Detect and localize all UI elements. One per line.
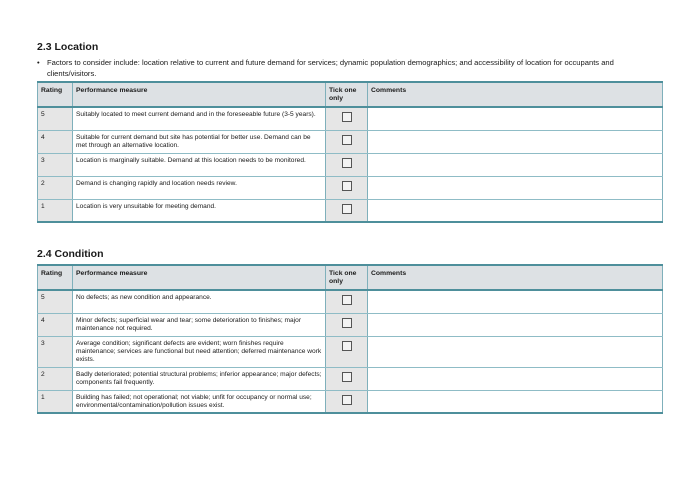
- rating-value: 1: [38, 390, 73, 413]
- section-title-condition: 2.4 Condition: [37, 248, 104, 260]
- comments-field[interactable]: [368, 313, 663, 336]
- table-row: [38, 367, 663, 390]
- performance-measure: Suitably located to meet current demand and in the foreseeable future (3-5 years).: [73, 107, 326, 130]
- rating-value: 4: [38, 313, 73, 336]
- rating-value: 5: [38, 290, 73, 313]
- section-title-location: 2.3 Location: [37, 41, 99, 53]
- comments-field[interactable]: [368, 199, 663, 222]
- tick-checkbox[interactable]: [342, 135, 352, 145]
- performance-measure: Average condition; significant defects are evident; worn finishes require maintenance; services are functional but need attention; deferred maintenance work exists.: [73, 336, 326, 367]
- comments-field[interactable]: [368, 176, 663, 199]
- table-row: [38, 176, 663, 199]
- tick-checkbox[interactable]: [342, 158, 352, 168]
- comments-field[interactable]: [368, 336, 663, 367]
- tick-checkbox[interactable]: [342, 318, 352, 328]
- performance-measure: No defects; as new condition and appearance.: [73, 290, 326, 313]
- bullet-icon: •: [37, 58, 40, 67]
- col-header-rating: Rating: [38, 265, 73, 290]
- table-row: [38, 290, 663, 313]
- performance-measure: Suitable for current demand but site has potential for better use. Demand can be met through an alternative location.: [73, 130, 326, 153]
- tick-checkbox[interactable]: [342, 204, 352, 214]
- tick-checkbox[interactable]: [342, 295, 352, 305]
- col-header-comments: Comments: [368, 82, 663, 107]
- comments-field[interactable]: [368, 367, 663, 390]
- performance-measure: Location is marginally suitable. Demand at this location needs to be monitored.: [73, 153, 326, 176]
- performance-measure: Badly deteriorated; potential structural problems; inferior appearance; major defects; components fail frequently.: [73, 367, 326, 390]
- col-header-comments: Comments: [368, 265, 663, 290]
- comments-field[interactable]: [368, 130, 663, 153]
- col-header-measure: Performance measure: [73, 265, 326, 290]
- rating-value: 5: [38, 107, 73, 130]
- col-header-measure: Performance measure: [73, 82, 326, 107]
- table-row: [38, 130, 663, 153]
- condition-rating-table: [37, 264, 663, 414]
- performance-measure: Minor defects; superficial wear and tear; some deterioration to finishes; major maintenance not required.: [73, 313, 326, 336]
- table-row: [38, 390, 663, 413]
- rating-value: 3: [38, 153, 73, 176]
- table-row: [38, 199, 663, 222]
- comments-field[interactable]: [368, 390, 663, 413]
- comments-field[interactable]: [368, 107, 663, 130]
- table-row: [38, 153, 663, 176]
- col-header-tick: Tick one only: [326, 265, 368, 290]
- col-header-tick: Tick one only: [326, 82, 368, 107]
- rating-value: 2: [38, 176, 73, 199]
- tick-checkbox[interactable]: [342, 112, 352, 122]
- table-row: [38, 336, 663, 367]
- tick-checkbox[interactable]: [342, 181, 352, 191]
- tick-checkbox[interactable]: [342, 372, 352, 382]
- tick-checkbox[interactable]: [342, 341, 352, 351]
- performance-measure: Building has failed; not operational; not viable; unfit for occupancy or normal use; environmental/contamination/pollution issues exist.: [73, 390, 326, 413]
- location-rating-table: [37, 81, 663, 223]
- location-factors-note: • Factors to consider include: location relative to current and future demand for services; dynamic population demographics; and accessibility of location for occupants and clients/visitors.: [37, 58, 614, 78]
- performance-measure: Location is very unsuitable for meeting demand.: [73, 199, 326, 222]
- rating-value: 4: [38, 130, 73, 153]
- table-row: [38, 107, 663, 130]
- rating-value: 1: [38, 199, 73, 222]
- table-row: [38, 313, 663, 336]
- rating-value: 3: [38, 336, 73, 367]
- tick-checkbox[interactable]: [342, 395, 352, 405]
- col-header-rating: Rating: [38, 82, 73, 107]
- performance-measure: Demand is changing rapidly and location needs review.: [73, 176, 326, 199]
- comments-field[interactable]: [368, 290, 663, 313]
- rating-value: 2: [38, 367, 73, 390]
- comments-field[interactable]: [368, 153, 663, 176]
